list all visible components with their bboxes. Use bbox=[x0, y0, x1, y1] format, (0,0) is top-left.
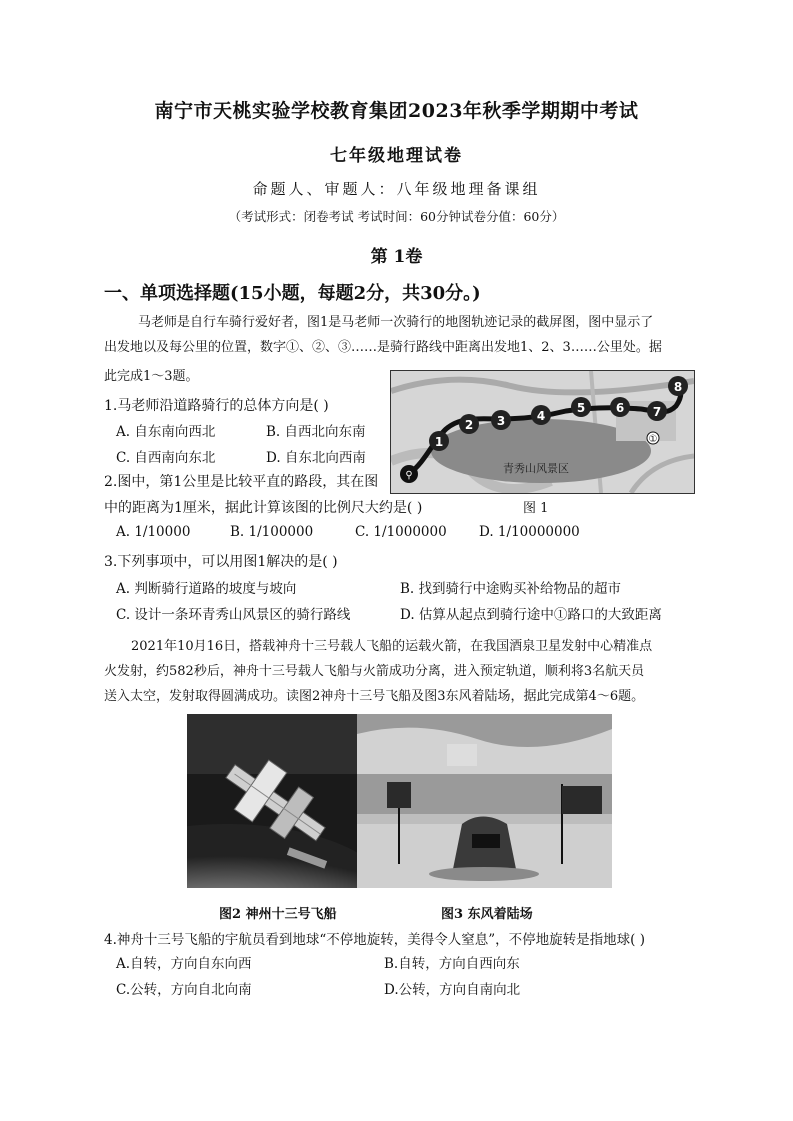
section-heading: 一、单项选择题(15小题，每题2分，共30分。) bbox=[104, 283, 481, 304]
figure-1-caption: 图 1 bbox=[523, 501, 549, 516]
figure-2-spacecraft-photo bbox=[187, 714, 357, 888]
scenic-area-label: 青秀山风景区 bbox=[503, 462, 569, 475]
question-3-option-a: A. 判断骑行道路的坡度与坡向 bbox=[116, 581, 297, 597]
svg-text:7: 7 bbox=[652, 405, 662, 419]
km-marker-6 bbox=[610, 397, 630, 417]
figure-3-caption: 图3 东风着陆场 bbox=[441, 907, 533, 922]
exam-info: （考试形式：闭卷考试 考试时间：60分钟试卷分值：60分） bbox=[228, 209, 565, 224]
figure-2-caption: 图2 神州十三号飞船 bbox=[219, 907, 337, 922]
question-2-stem-line-1: 2.图中，第1公里是比较平直的路段，其在图 bbox=[104, 474, 379, 490]
svg-text:1: 1 bbox=[434, 435, 444, 449]
km-marker-1 bbox=[429, 431, 449, 451]
km-marker-4 bbox=[531, 405, 551, 425]
question-4-option-a: A.自转，方向自东向西 bbox=[116, 956, 252, 972]
spacecraft-graphic bbox=[187, 714, 357, 888]
intro2-line-3: 送入太空，发射取得圆满成功。读图2神舟十三号飞船及图3东风着陆场，据此完成第4～6题。 bbox=[104, 689, 645, 704]
svg-text:⚲: ⚲ bbox=[405, 470, 413, 481]
km-marker-3 bbox=[491, 410, 511, 430]
svg-text:2: 2 bbox=[464, 418, 474, 432]
question-2-option-c: C. 1/1000000 bbox=[355, 524, 447, 540]
svg-text:①: ① bbox=[648, 434, 658, 445]
intro-line-2: 出发地以及每公里的位置，数字①、②、③……是骑行路线中距离出发地1、2、3……公里处。据 bbox=[104, 340, 662, 355]
question-1-stem: 1.马老师沿道路骑行的总体方向是( ) bbox=[104, 398, 329, 414]
question-4-option-b: B.自转，方向自西向东 bbox=[384, 956, 520, 972]
figure-1-map bbox=[390, 370, 695, 494]
intro-line-1: 马老师是自行车骑行爱好者，图1是马老师一次骑行的地图轨迹记录的截屏图，图中显示了 bbox=[138, 315, 654, 330]
question-3-option-b: B. 找到骑行中途购买补给物品的超市 bbox=[400, 581, 622, 597]
exam-authors: 命题人、审题人：八年级地理备课组 bbox=[252, 180, 541, 198]
volume-heading: 第 1卷 bbox=[370, 247, 423, 267]
question-1-option-d: D. 自东北向西南 bbox=[266, 450, 366, 466]
question-4-option-c: C.公转，方向自北向南 bbox=[116, 982, 252, 998]
km-marker-8 bbox=[668, 376, 688, 396]
exam-subtitle: 七年级地理试卷 bbox=[330, 146, 463, 166]
question-1-option-c: C. 自西南向东北 bbox=[116, 450, 216, 466]
svg-text:3: 3 bbox=[496, 414, 506, 428]
svg-text:6: 6 bbox=[615, 401, 625, 415]
question-2-stem-line-2: 中的距离为1厘米，据此计算该图的比例尺大约是( ) bbox=[104, 500, 423, 516]
question-4-option-d: D.公转，方向自南向北 bbox=[384, 982, 521, 998]
question-2-option-b: B. 1/100000 bbox=[230, 524, 314, 540]
question-3-option-c: C. 设计一条环青秀山风景区的骑行路线 bbox=[116, 607, 351, 623]
intro-line-3: 此完成1～3题。 bbox=[104, 369, 199, 384]
svg-text:8: 8 bbox=[673, 380, 683, 394]
question-2-option-d: D. 1/10000000 bbox=[479, 524, 580, 540]
intro2-line-1: 2021年10月16日，搭载神舟十三号载人飞船的运载火箭，在我国酒泉卫星发射中心精准点 bbox=[131, 639, 653, 654]
figure-3-landing-site-photo bbox=[357, 714, 612, 888]
svg-text:4: 4 bbox=[536, 409, 546, 423]
question-1-option-b: B. 自西北向东南 bbox=[266, 424, 366, 440]
question-3-stem: 3.下列事项中，可以用图1解决的是( ) bbox=[104, 554, 338, 570]
question-3-option-d: D. 估算从起点到骑行途中①路口的大致距离 bbox=[400, 607, 662, 623]
landing-site-graphic bbox=[357, 714, 612, 888]
question-1-option-a: A. 自东南向西北 bbox=[116, 424, 216, 440]
svg-text:5: 5 bbox=[576, 401, 586, 415]
question-2-option-a: A. 1/10000 bbox=[116, 524, 191, 540]
intro2-line-2: 火发射，约582秒后，神舟十三号载人飞船与火箭成功分离，进入预定轨道，顺利将3名航天员 bbox=[104, 664, 645, 679]
km-marker-2 bbox=[459, 414, 479, 434]
exam-title: 南宁市天桃实验学校教育集团2023年秋季学期期中考试 bbox=[154, 100, 639, 122]
question-4-stem: 4.神舟十三号飞船的宇航员看到地球“不停地旋转，美得令人窒息”，不停地旋转是指地球( ) bbox=[104, 932, 646, 948]
route-map-graphic bbox=[391, 371, 694, 493]
km-marker-7 bbox=[647, 401, 667, 421]
km-marker-5 bbox=[571, 397, 591, 417]
